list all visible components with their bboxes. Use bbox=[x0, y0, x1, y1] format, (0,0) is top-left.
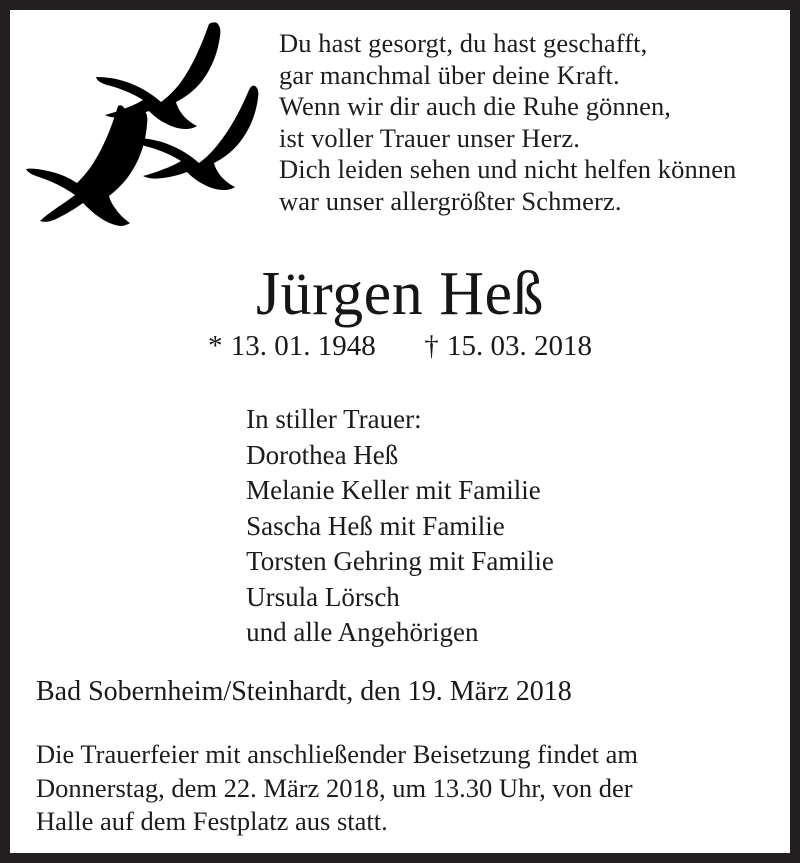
mourner-name: und alle Angehörigen bbox=[246, 617, 479, 647]
mourner-name: Dorothea Heß bbox=[246, 439, 399, 470]
mourner-name: Sascha Heß mit Familie bbox=[246, 510, 505, 541]
verse-line: gar manchmal über deine Kraft. bbox=[279, 59, 620, 90]
funeral-line: Halle auf dem Festplatz aus statt. bbox=[36, 806, 388, 836]
verse-line: Dich leiden sehen und nicht helfen können bbox=[279, 154, 737, 184]
life-dates bbox=[10, 328, 790, 364]
mourners-heading: In stiller Trauer: bbox=[246, 404, 422, 434]
funeral-line: Die Trauerfeier mit anschließender Beisetzung findet am bbox=[36, 739, 638, 769]
flying-birds-icon bbox=[26, 18, 260, 234]
funeral-info bbox=[36, 738, 766, 839]
mourner-name: Torsten Gehring mit Familie bbox=[246, 546, 554, 576]
verse-line: Wenn wir dir auch die Ruhe gönnen, bbox=[279, 91, 672, 121]
funeral-line: Donnerstag, dem 22. März 2018, um 13.30 Uhr, von der bbox=[36, 772, 633, 803]
death-symbol: † bbox=[424, 330, 440, 362]
verse-line: ist voller Trauer unser Herz. bbox=[279, 122, 580, 153]
place-and-date: Bad Sobernheim/Steinhardt, den 19. März 2018 bbox=[36, 676, 572, 707]
deceased-name: Jürgen Heß bbox=[256, 260, 544, 328]
death-date: 15. 03. 2018 bbox=[447, 330, 592, 362]
mourners-list bbox=[246, 402, 554, 651]
mourner-name: Melanie Keller mit Familie bbox=[246, 475, 541, 505]
birth-date: 13. 01. 1948 bbox=[230, 330, 376, 362]
verse-line: war unser allergrößter Schmerz. bbox=[279, 185, 622, 216]
deceased-block bbox=[10, 258, 790, 364]
birth-symbol: * bbox=[208, 330, 224, 362]
verse-line: Du hast gesorgt, du hast geschafft, bbox=[279, 28, 648, 58]
mourner-name: Ursula Lörsch bbox=[246, 581, 400, 612]
verse-text bbox=[279, 28, 789, 217]
obituary-inner bbox=[10, 10, 790, 853]
mourners-block bbox=[10, 402, 790, 651]
